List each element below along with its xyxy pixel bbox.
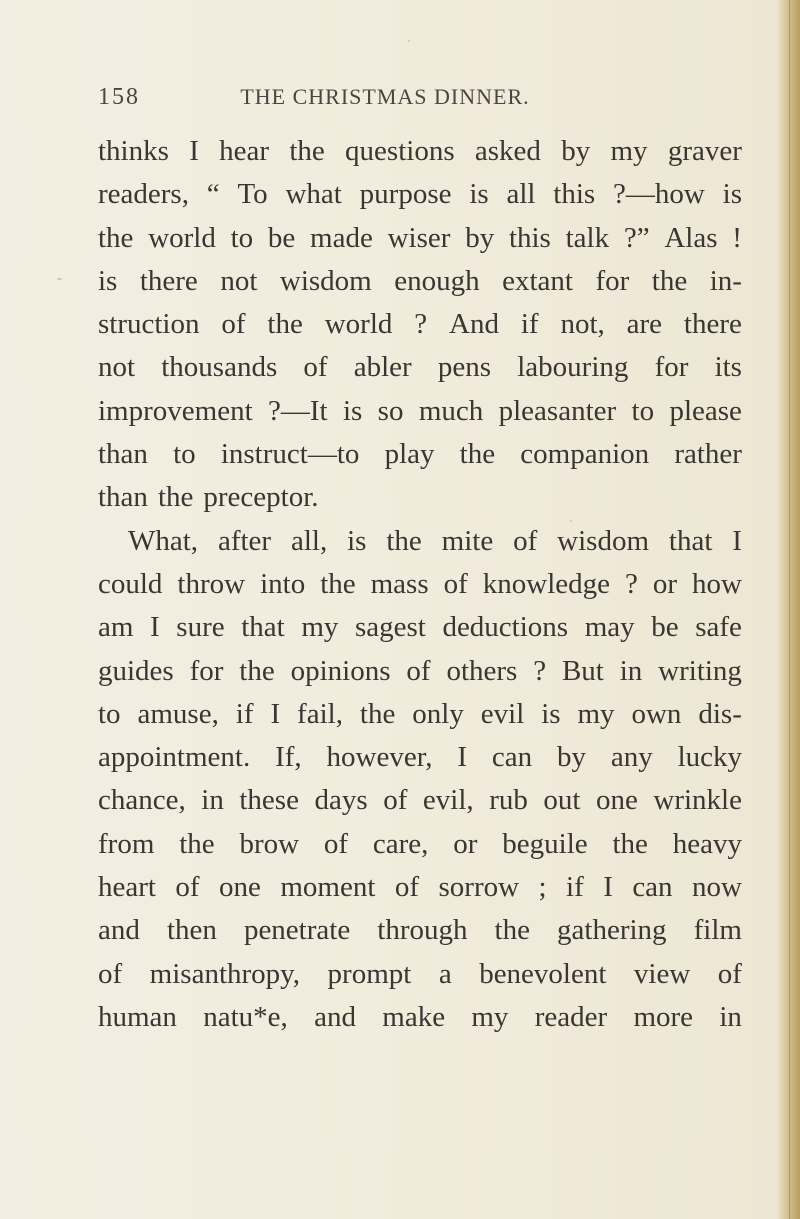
word: I [457,741,467,774]
word: of [303,351,328,384]
text-line [98,693,742,736]
word: misanthropy, [149,957,301,990]
word: this [508,221,551,254]
word: from [98,827,155,860]
word: thousands [161,351,278,384]
word: a [438,957,452,990]
word: what [285,178,342,211]
word: that [668,524,713,557]
word: questions [345,135,455,167]
word: guides [98,654,174,687]
word: I [189,135,199,167]
word: is [541,697,561,730]
word: thinks [98,135,169,167]
word: into [260,567,306,600]
word: own [631,697,682,730]
word: how [692,567,742,600]
word: rub [489,784,528,817]
word: if [235,697,254,730]
word: may [584,611,635,644]
word: sorrow [438,871,520,904]
word: amuse, [137,697,219,730]
page-edge-line [789,0,790,1219]
word: that [241,611,285,644]
word: safe [695,611,742,644]
word: companion [520,438,650,471]
text-line [98,520,742,563]
word: to [98,697,121,730]
word: To [237,178,268,211]
word: could [98,567,163,600]
word: by [556,741,586,774]
word: or [652,567,678,600]
word: talk [565,221,610,254]
word: abler [353,351,412,384]
word: ?—how [613,178,705,211]
word: asked [474,135,541,167]
word: to [173,438,196,471]
word: then [166,914,217,947]
word: in [201,784,224,817]
word: world [148,221,216,254]
word: is [347,524,367,557]
word: natu*e, [203,1000,288,1033]
word: can [632,871,673,904]
word: for [189,654,224,687]
word: gathering [557,914,667,947]
word: fail, [297,697,343,730]
word: the [157,481,194,514]
word: is [722,178,742,211]
text-line [98,779,742,822]
text-line [98,173,742,216]
text-line [98,606,742,649]
word: writing [658,654,742,687]
word: not, [560,308,605,341]
word: “ [206,178,220,211]
word: And [449,308,499,341]
word: of [394,871,420,904]
word: If, [275,741,302,774]
word: am [98,611,134,644]
word: in- [709,264,742,297]
word: the [239,654,275,687]
word: there [683,308,742,341]
word: by [465,221,495,254]
word: of [323,827,349,860]
word: any [610,741,653,774]
word: extant [502,264,573,297]
word: these [239,784,299,817]
word: my [301,611,339,644]
text-line [98,996,742,1039]
word: penetrate [243,914,351,947]
word: chance, [98,784,186,817]
word: I [270,697,281,730]
word: I [603,871,613,904]
word: I [732,524,742,557]
word: the [267,308,303,341]
word: beguile [502,827,588,860]
word: be [651,611,679,644]
word: the [320,567,356,600]
word: graver [667,135,742,167]
word: not [98,351,136,384]
text-line [98,823,742,866]
text-line [98,217,742,260]
word: than [98,481,148,514]
word: moment [280,871,376,904]
text-line [98,953,742,996]
word: instruct—to [220,438,360,471]
word: prompt [327,957,412,990]
word: lucky [677,741,742,774]
word: out [543,784,581,817]
word: of [221,308,246,341]
word: dis- [698,697,742,730]
word: human [98,1000,177,1033]
text-line [98,260,742,303]
word: heart [98,871,156,904]
word: hear [219,135,270,167]
word: readers, [98,178,189,211]
word: than [98,438,148,471]
word: please [669,394,742,427]
word: preceptor. [203,481,319,514]
word: of [383,784,408,817]
word: my [577,697,615,730]
word: however, [326,741,433,774]
word: sagest [354,611,426,644]
text-line [98,390,742,433]
word: ? [624,567,638,600]
word: one [219,871,261,904]
word: are [626,308,663,341]
word: this [553,178,596,211]
word: the [494,914,530,947]
word: one [595,784,638,817]
word: struction [98,308,200,341]
word: the [179,827,215,860]
word: of [443,567,468,600]
word: all [506,178,536,211]
paper-speck [408,40,410,42]
text-line [98,909,742,952]
word: the [386,524,422,557]
word: to [230,221,254,254]
word: wisdom [279,264,372,297]
word: ?—It [268,394,328,427]
word: mass [370,567,429,600]
text-line [98,866,742,909]
word: rather [674,438,742,471]
text-line [98,433,742,476]
word: of [175,871,200,904]
word: and [314,1000,356,1033]
word: pleasanter [498,394,617,427]
word: by [561,135,591,167]
word: film [693,914,742,947]
word: its [714,351,742,384]
word: But [561,654,604,687]
word: the [98,221,134,254]
word: of [513,524,538,557]
word: enough [394,264,480,297]
word: my [610,135,648,167]
word: ! [732,221,742,254]
word: I [150,611,160,644]
text-line [98,130,742,173]
text-line [98,563,742,606]
word: the [289,135,325,167]
word: world [324,308,393,341]
word: throw [177,567,246,600]
page-number: 158 [98,84,140,110]
text-line [98,303,742,346]
paper-speck [570,520,572,522]
word: can [491,741,533,774]
word: made [310,221,373,254]
word: care, [372,827,429,860]
word: in [719,1000,742,1033]
word: ; [538,871,547,904]
word: days [314,784,368,817]
word: of [406,654,431,687]
word: deductions [442,611,569,644]
word: not [220,264,258,297]
word: purpose [359,178,452,211]
word: opinions [290,654,391,687]
word: pens [437,351,492,384]
word: in [619,654,643,687]
word: the [459,438,496,471]
word: my [471,1000,509,1033]
word: all, [290,524,328,557]
word: wiser [387,221,451,254]
word: if [566,871,584,904]
word: is [469,178,489,211]
word: the [359,697,396,730]
word: labouring [517,351,629,384]
word: brow [239,827,300,860]
word: mite [441,524,494,557]
word: there [139,264,198,297]
word: so [377,394,404,427]
word: the [651,264,688,297]
word: sure [176,611,225,644]
word: appointment. [98,741,251,774]
word: make [382,1000,446,1033]
word: benevolent [479,957,607,990]
word: evil [480,697,525,730]
word: be [267,221,296,254]
word: if [520,308,539,341]
word: view [633,957,691,990]
text-line [98,476,742,519]
running-head [98,84,758,120]
word: for [595,264,630,297]
word: only [412,697,464,730]
word: heavy [672,827,742,860]
body-text [98,130,742,1039]
word: others [446,654,518,687]
word: for [654,351,689,384]
word: knowledge [482,567,610,600]
word: is [98,264,118,297]
word: of [98,957,123,990]
word: ?” [623,221,650,254]
text-line [98,736,742,779]
word: Alas [664,221,718,254]
running-title: THE CHRISTMAS DINNER. [240,84,530,109]
word: play [384,438,435,471]
word: to [631,394,655,427]
word: or [453,827,478,860]
word: ? [414,308,428,341]
word: now [692,871,742,904]
word: the [612,827,648,860]
word: improvement [98,394,253,427]
text-line [98,650,742,693]
word: of [717,957,742,990]
word: and [98,914,140,947]
paper-speck [57,278,62,280]
word: more [633,1000,694,1033]
word: through [377,914,468,947]
word: What, [128,524,199,557]
word: wisdom [557,524,650,557]
text-line [98,346,742,389]
word: after [217,524,272,557]
word: much [418,394,484,427]
word: is [342,394,363,427]
word: ? [533,654,547,687]
word: evil, [422,784,474,817]
word: wrinkle [653,784,742,817]
word: reader [534,1000,608,1033]
